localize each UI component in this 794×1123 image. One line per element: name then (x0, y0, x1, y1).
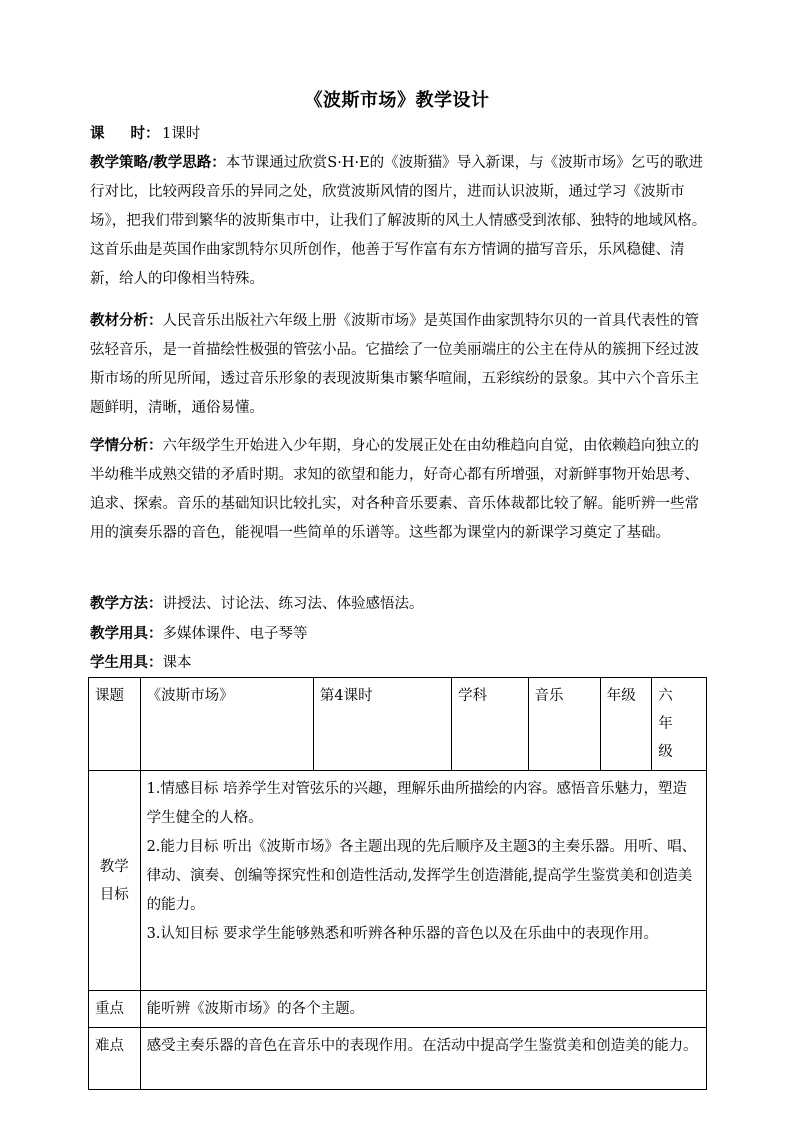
students-paragraph (90, 431, 710, 548)
course-hours-value: 1课时 (162, 126, 201, 142)
methods-text: 讲授法、讨论法、练习法、体验感悟法。 (162, 596, 424, 612)
students-text: 六年级学生开始进入少年期，身心的发展正处在由幼稚趋向自觉，由依赖趋向独立的半幼稚半成熟交错的矛盾时期。求知的欲望和能力，好奇心都有所增强，对新鲜事物开始思考、追求、探索。音乐的基础知识比较扎实，对各种音乐要素、音乐体裁都比较了解。能听辨一些常用的演奏乐器的音色，能视唱一些简单的乐谱等。这些都为课堂内的新课学习奠定了基础。 (90, 438, 699, 541)
subject-value-cell: 音乐 (528, 678, 600, 771)
material-text: 人民音乐出版社六年级上册《波斯市场》是英国作曲家凯特尔贝的一首具代表性的管弦轻音乐，是一首描绘性极强的管弦小品。它描绘了一位美丽端庄的公主在侍从的簇拥下经过波斯市场的所见所闻，透过音乐形象的表现波斯集市繁华喧闹，五彩缤纷的景象。其中六个音乐主题鲜明，清晰，通俗易懂。 (90, 313, 699, 416)
material-paragraph (90, 306, 710, 423)
course-hours-label (90, 119, 162, 148)
table-row-key-point (89, 991, 707, 1028)
objectives-label-line-2: 目标 (99, 886, 129, 903)
key-point-value-cell: 能听辨《波斯市场》的各个主题。 (140, 991, 706, 1028)
grade-value-cell (652, 678, 707, 771)
student-tools-text: 课本 (162, 655, 192, 671)
document-title: 《波斯市场》教学设计 (304, 90, 490, 111)
course-hours-label-a: 课 (90, 125, 105, 142)
table-row-objectives (89, 771, 707, 991)
grade-value-line-2: 级 (658, 744, 673, 760)
lesson-table (88, 677, 707, 1090)
difficulty-value-cell: 感受主奏乐器的音色在音乐中的表现作用。在活动中提高学生鉴赏美和创造美的能力。 (140, 1028, 706, 1090)
course-hours-line (90, 119, 710, 149)
grade-label-cell: 年级 (600, 678, 652, 771)
course-hours-label-b: 时： (130, 125, 160, 142)
topic-value-cell: 《波斯市场》 (140, 678, 313, 771)
students-label: 学情分析： (90, 437, 163, 454)
difficulty-label-cell: 难点 (89, 1028, 141, 1090)
grade-value-line-1: 六 年 (658, 688, 688, 732)
topic-label-cell: 课题 (89, 678, 141, 771)
material-label: 教材分析： (90, 312, 163, 329)
objective-item-1: 1.情感目标 培养学生对管弦乐的兴趣，理解乐曲所描绘的内容。感悟音乐魅力，塑造学生健全的人格。 (146, 781, 688, 826)
objectives-label-cell (89, 771, 141, 991)
lesson-number-cell: 第4课时 (313, 678, 451, 771)
strategy-text: 本节课通过欣赏S·H·E的《波斯猫》导入新课，与《波斯市场》乞丐的歌进行对比，比较两段音乐的异同之处，欣赏波斯风情的图片，进而认识波斯，通过学习《波斯市场》，把我们带到繁华的波斯集市中，让我们了解波斯的风土人情感受到浓郁、独特的地域风格。这首乐曲是英国作曲家凯特尔贝所创作，他善于写作富有东方情调的描写音乐，乐风稳健、清新，给人的印像相当特殊。 (90, 155, 707, 287)
methods-label: 教学方法： (90, 595, 163, 612)
objective-item-3: 3.认知目标 要求学生能够熟悉和听辨各种乐器的音色以及在乐曲中的表现作用。 (146, 926, 659, 942)
tools-text: 多媒体课件、电子琴等 (162, 626, 308, 642)
methods-line (90, 589, 710, 619)
key-point-label-cell: 重点 (89, 991, 141, 1028)
tools-label: 教学用具： (90, 625, 163, 642)
table-row-difficulty (89, 1028, 707, 1090)
strategy-paragraph (90, 148, 710, 294)
objectives-label-line-1: 教学 (99, 858, 129, 875)
table-row-header (89, 678, 707, 771)
objectives-content-cell (140, 771, 706, 991)
strategy-label: 教学策略/教学思路： (90, 154, 226, 171)
objective-item-2: 2.能力目标 听出《波斯市场》各主题出现的先后顺序及主题3的主奏乐器。用听、唱、律动、演奏、创编等探究性和创造性活动,发挥学生创造潜能,提高学生鉴赏美和创造美的能力。 (146, 839, 697, 913)
student-tools-label: 学生用具： (90, 654, 163, 671)
student-tools-line (90, 648, 710, 678)
tools-line (90, 619, 710, 649)
subject-label-cell: 学科 (452, 678, 528, 771)
